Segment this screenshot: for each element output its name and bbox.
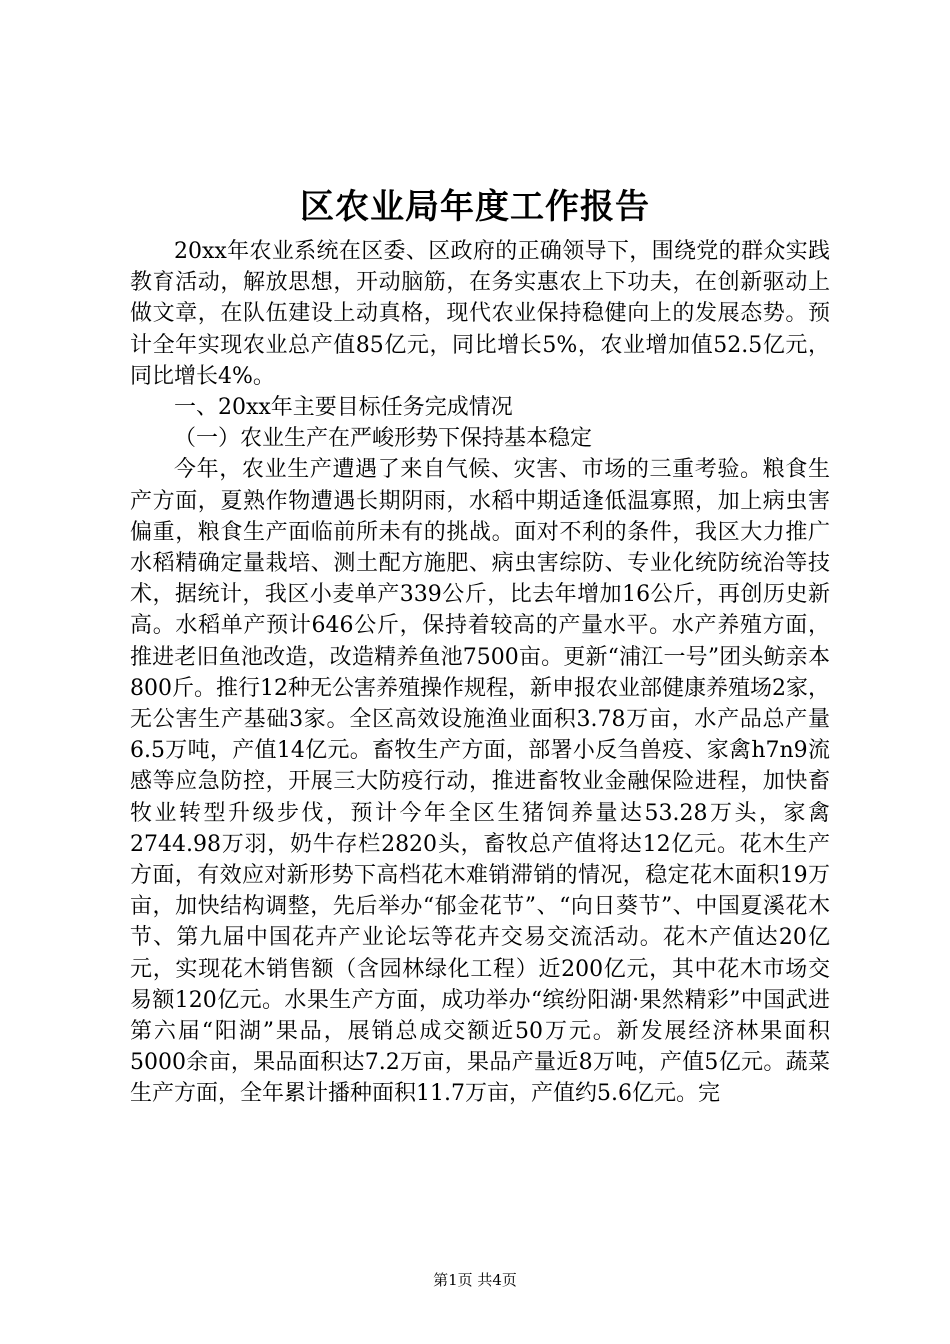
body-paragraph: 今年，农业生产遭遇了来自气候、灾害、市场的三重考验。粮食生产方面，夏熟作物遭遇长期阴雨，水稻中期适逢低温寡照，加上病虫害偏重，粮食生产面临前所未有的挑战。面对不利的条件，我区大力推广水稻精确定量栽培、测土配方施肥、病虫害综防、专业化统防统治等技术，据统计，我区小麦单产339公斤，比去年增加16公斤，再创历史新高。水稻单产预计646公斤，保持着较高的产量水平。水产养殖方面，推进老旧鱼池改造，改造精养鱼池7500亩。更新“浦江一号”团头鲂亲本800斤。推行12种无公害养殖操作规程，新申报农业部健康养殖场2家，无公害生产基础3家。全区高效设施渔业面积3.78万亩，水产品总产量6.5万吨，产值14亿元。畜牧生产方面，部署小反刍兽疫、家禽h7n9流感等应急防控，开展三大防疫行动，推进畜牧业金融保险进程，加快畜牧业转型升级步伐，预计今年全区生猪饲养量达53.28万头，家禽2744.98万羽，奶牛存栏2820头，畜牧总产值将达12亿元。花木生产方面，有效应对新形势下高档花木难销滞销的情况，稳定花木面积19万亩，加快结构调整，先后举办“郁金花节”、“向日葵节”、中国夏溪花木节、第九届中国花卉产业论坛等花卉交易交流活动。花木产值达20亿元，实现花木销售额（含园林绿化工程）近200亿元，其中花木市场交易额120亿元。水果生产方面，成功举办“缤纷阳湖·果然精彩”中国武进第六届“阳湖”果品，展销总成交额近50万元。新发展经济林果面积5000余亩，果品面积达7.2万亩，果品产量近8万吨，产值5亿元。蔬菜生产方面，全年累计播种面积11.7万亩，产值约5.6亿元。完 <box>130 457 830 1107</box>
intro-paragraph: 20xx年农业系统在区委、区政府的正确领导下，围绕党的群众实践教育活动，解放思想，开动脑筋，在务实惠农上下功夫，在创新驱动上做文章，在队伍建设上动真格，现代农业保持稳健向上的发展态势。预计全年实现农业总产值85亿元，同比增长5%，农业增加值52.5亿元，同比增长4%。 <box>130 239 830 389</box>
document-title: 区农业局年度工作报告 <box>300 187 650 227</box>
document-body <box>130 236 830 1110</box>
section-heading: 一、20xx年主要目标任务完成情况 <box>174 395 513 421</box>
subsection-heading: （一）农业生产在严峻形势下保持基本稳定 <box>174 426 593 452</box>
page-number: 第1页 共4页 <box>433 1271 517 1289</box>
